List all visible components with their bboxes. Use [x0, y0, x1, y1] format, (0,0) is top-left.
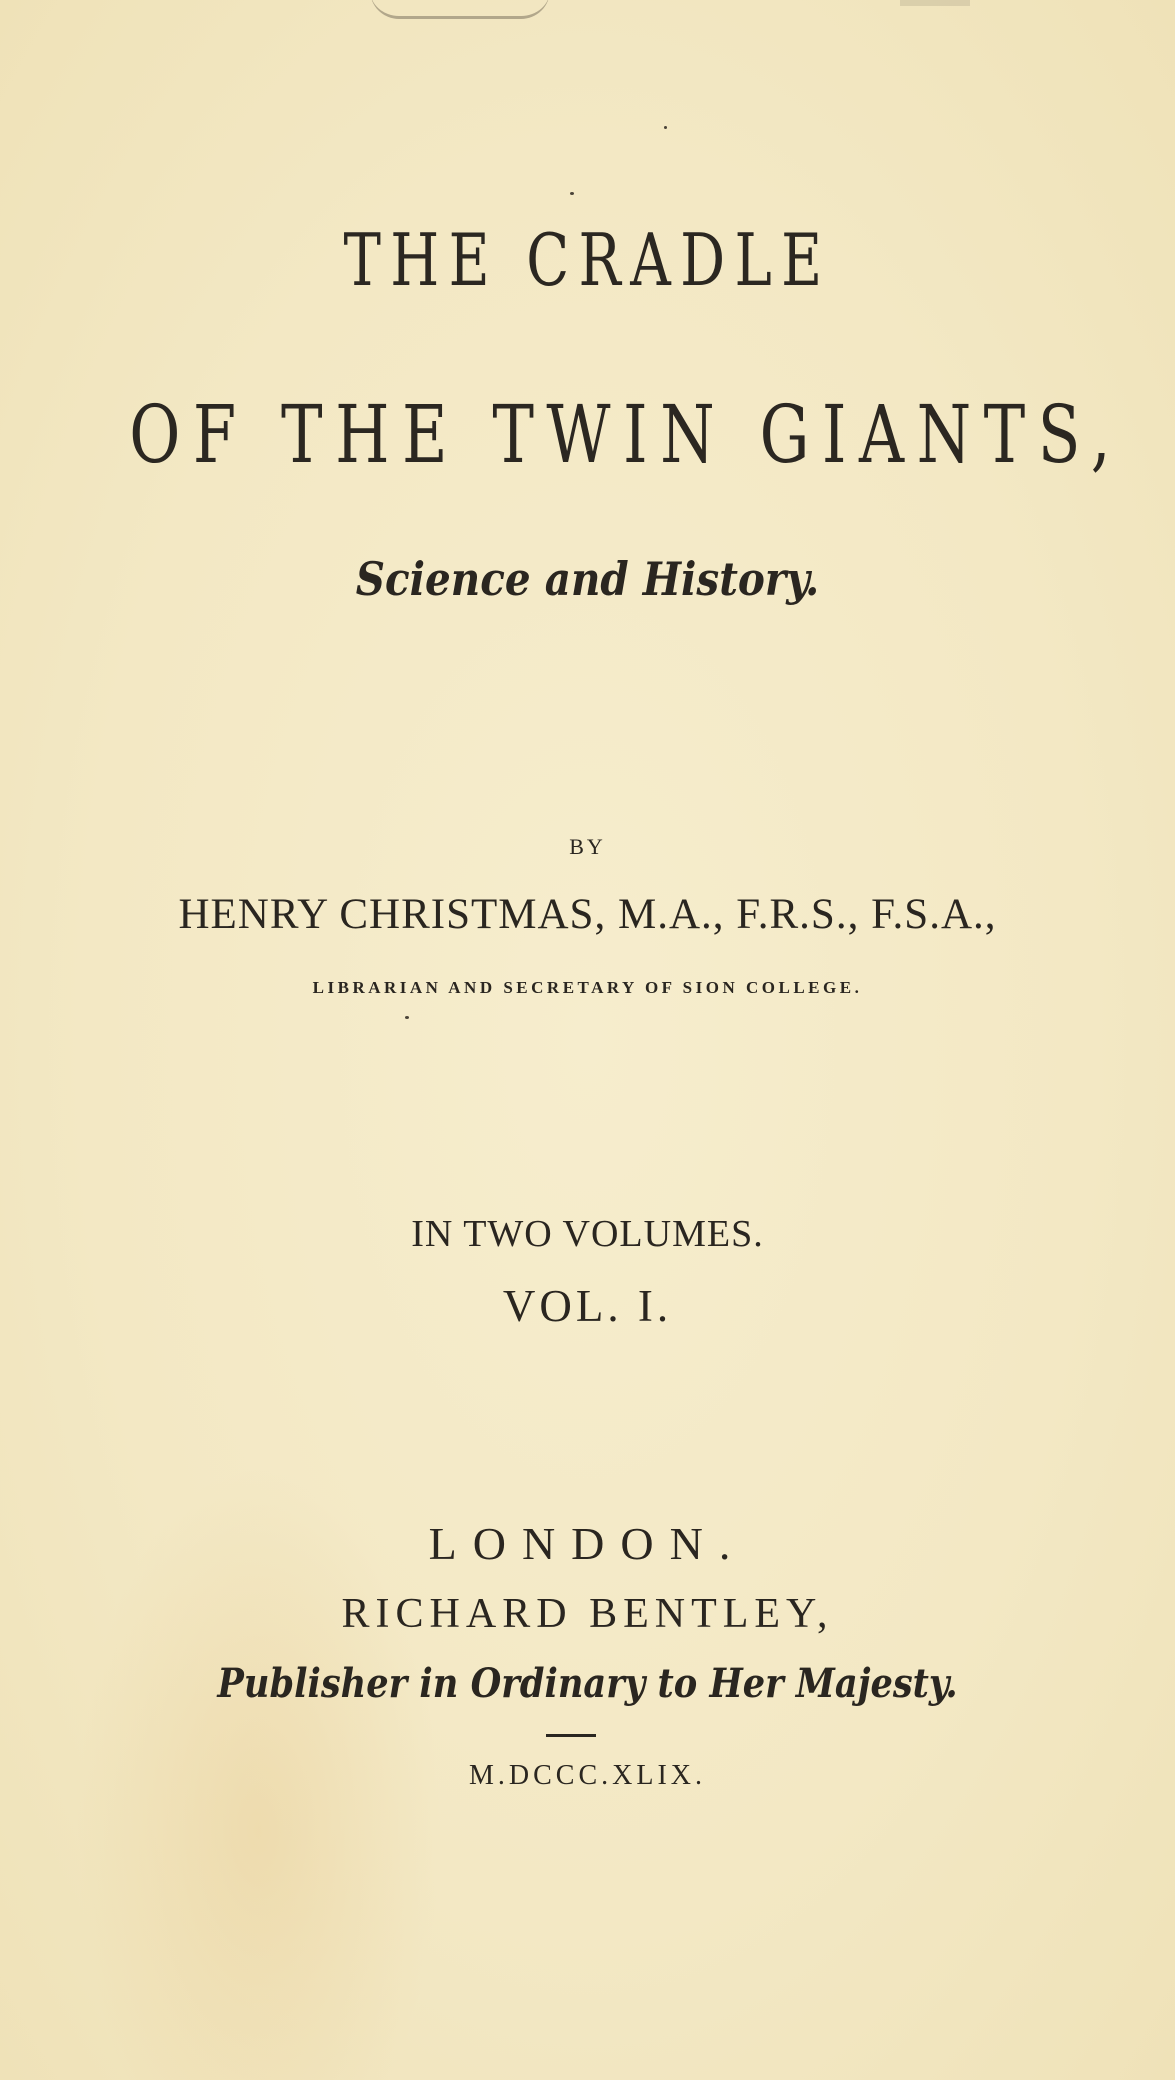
handwritten-mark — [370, 0, 550, 19]
volumes-note: IN TWO VOLUMES. — [411, 1213, 764, 1255]
author-role: LIBRARIAN AND SECRETARY OF SION COLLEGE. — [312, 978, 863, 997]
by-label: BY — [569, 834, 606, 859]
subtitle: Science and History. — [355, 552, 820, 606]
ink-speck — [664, 126, 667, 129]
title-line-1: THE CRADLE — [343, 218, 832, 302]
publisher-name: RICHARD BENTLEY, — [341, 1591, 834, 1637]
divider-rule — [546, 1734, 596, 1737]
ink-speck — [570, 192, 574, 195]
ink-speck — [405, 1016, 409, 1019]
author-name: HENRY CHRISTMAS, M.A., F.R.S., F.S.A., — [178, 891, 997, 938]
publication-date: M.DCCC.XLIX. — [468, 1760, 706, 1791]
paper-blemish — [900, 0, 970, 6]
publisher-role: Publisher in Ordinary to Her Majesty. — [217, 1660, 958, 1707]
volume-number: VOL. I. — [502, 1281, 673, 1331]
imprint-city: LONDON. — [428, 1518, 747, 1569]
title-line-2: OF THE TWIN GIANTS, — [129, 388, 1124, 481]
